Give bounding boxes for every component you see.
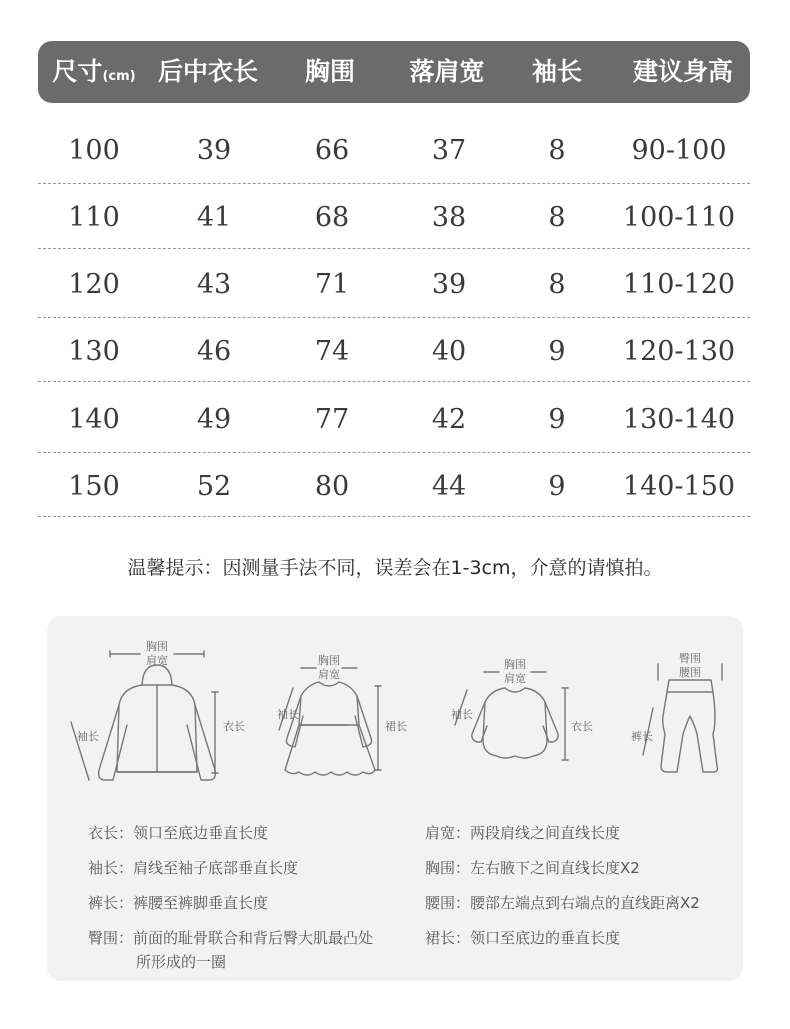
header-chest: 胸围: [304, 57, 356, 86]
header-height: 建议身高: [632, 57, 734, 86]
cell-shoulder: 38: [431, 202, 467, 233]
cell-sleeve: 9: [548, 336, 566, 367]
cell-sleeve: 9: [548, 471, 566, 502]
definition-item: 袖长：肩线至袖子底部垂直长度: [88, 859, 299, 877]
cell-shoulder: 37: [431, 135, 467, 166]
cell-length: 41: [196, 202, 232, 233]
pants-hip-label: 臀围: [679, 653, 701, 665]
dress-shoulder-label: 肩宽: [318, 669, 340, 681]
jacket-sleeve-label: 袖长: [77, 731, 99, 743]
row-divider: [38, 516, 750, 517]
cell-chest: 80: [314, 471, 350, 502]
romper-shoulder-label: 肩宽: [504, 673, 526, 685]
header-shoulder: 落肩宽: [409, 57, 485, 86]
jacket-length-label: 衣长: [223, 721, 245, 733]
cell-height: 100-110: [622, 202, 736, 233]
cell-length: 52: [196, 471, 232, 502]
cell-sleeve: 8: [548, 269, 566, 300]
header-size: 尺寸(cm): [52, 57, 136, 86]
definition-item: 肩宽：两段肩线之间直线长度: [425, 824, 621, 842]
cell-shoulder: 42: [431, 404, 467, 435]
cell-chest: 77: [314, 404, 350, 435]
cell-size: 150: [68, 471, 120, 502]
cell-chest: 74: [314, 336, 350, 367]
header-sleeve: 袖长: [531, 57, 583, 86]
cell-height: 110-120: [622, 269, 736, 300]
measurement-notice: 温馨提示：因测量手法不同，误差会在1-3cm，介意的请慎拍。: [127, 557, 663, 579]
definition-item: 裙长：领口至底边的垂直长度: [425, 929, 621, 947]
table-row: [38, 184, 750, 251]
romper-length-label: 衣长: [571, 721, 593, 733]
table-row: [38, 251, 750, 318]
cell-size: 100: [68, 135, 120, 166]
cell-size: 110: [68, 202, 120, 233]
row-divider: [38, 381, 750, 382]
romper-chest-label: 胸围: [504, 659, 526, 671]
cell-size: 130: [68, 336, 120, 367]
dress-illustration: [279, 668, 381, 775]
cell-size: 120: [68, 269, 120, 300]
cell-height: 130-140: [622, 404, 736, 435]
cell-length: 43: [196, 269, 232, 300]
jacket-illustration: [71, 651, 218, 780]
cell-sleeve: 9: [548, 404, 566, 435]
cell-length: 49: [196, 404, 232, 435]
table-row: [38, 318, 750, 385]
definition-item: 衣长：领口至底边垂直长度: [88, 824, 269, 842]
cell-shoulder: 44: [431, 471, 467, 502]
table-row: [38, 117, 750, 184]
dress-skirt-label: 裙长: [385, 721, 407, 733]
definition-item: 裤长：裤腰至裤脚垂直长度: [88, 894, 269, 912]
definition-item: 腰围：腰部左端点到右端点的直线距离X2: [425, 894, 700, 912]
cell-chest: 68: [314, 202, 350, 233]
cell-length: 39: [196, 135, 232, 166]
cell-height: 120-130: [622, 336, 736, 367]
cell-chest: 66: [314, 135, 350, 166]
cell-height: 90-100: [631, 135, 727, 166]
cell-sleeve: 8: [548, 202, 566, 233]
romper-sleeve-label: 袖长: [451, 709, 473, 721]
cell-height: 140-150: [622, 471, 736, 502]
definition-item: 胸围：左右腋下之间直线长度X2: [425, 859, 640, 877]
cell-size: 140: [68, 404, 120, 435]
pants-waist-label: 腰围: [679, 667, 701, 679]
definition-item: 臀围：前面的耻骨联合和背后臀大肌最凸处 所形成的一圈: [88, 929, 374, 971]
table-row: [38, 453, 750, 520]
dress-chest-label: 胸围: [318, 655, 340, 667]
header-back-length: 后中衣长: [157, 57, 259, 86]
cell-shoulder: 39: [431, 269, 467, 300]
jacket-shoulder-label: 肩宽: [146, 655, 168, 667]
cell-sleeve: 8: [548, 135, 566, 166]
table-row: [38, 386, 750, 453]
jacket-chest-label: 胸围: [146, 641, 168, 653]
pants-illustration: [643, 664, 722, 772]
row-divider: [38, 248, 750, 249]
cell-shoulder: 40: [431, 336, 467, 367]
size-table-header: [38, 41, 750, 103]
cell-chest: 71: [314, 269, 350, 300]
pants-length-label: 裤长: [631, 731, 653, 743]
garment-illustrations: [47, 630, 743, 800]
dress-sleeve-label: 袖长: [277, 709, 299, 721]
cell-length: 46: [196, 336, 232, 367]
